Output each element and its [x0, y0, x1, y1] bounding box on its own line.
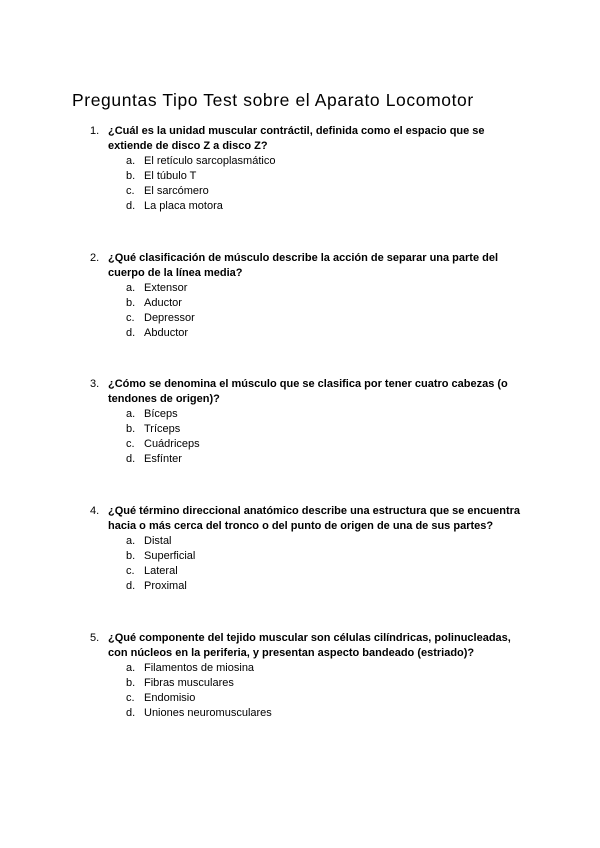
question-number: 3. [90, 378, 100, 390]
answer-option [126, 296, 520, 311]
answer-option [126, 184, 520, 199]
option-text: Cuádriceps [144, 438, 200, 450]
answer-option [126, 452, 520, 467]
question-text: ¿Qué componente del tejido muscular son células cilíndricas, polinucleadas, con núcleos en la periferia, y presentan aspecto bandeado (estriado)? [108, 632, 511, 659]
question-row [90, 377, 520, 407]
option-letter: c. [126, 565, 135, 577]
option-text: Bíceps [144, 408, 178, 420]
question-2 [90, 251, 520, 341]
answer-option [126, 676, 520, 691]
option-text: El retículo sarcoplasmático [144, 155, 276, 167]
question-3 [90, 377, 520, 467]
option-letter: b. [126, 170, 136, 182]
option-text: La placa motora [144, 200, 223, 212]
answer-option [126, 199, 520, 214]
answer-option [126, 281, 520, 296]
answer-options [126, 661, 520, 721]
option-text: Superficial [144, 550, 196, 562]
option-letter: a. [126, 662, 136, 674]
answer-options [126, 281, 520, 341]
option-text: Fibras musculares [144, 677, 234, 689]
option-text: Tríceps [144, 423, 181, 435]
option-text: Distal [144, 535, 172, 547]
option-text: Extensor [144, 282, 188, 294]
option-text: Filamentos de miosina [144, 662, 255, 674]
option-letter: c. [126, 692, 135, 704]
option-letter: d. [126, 200, 136, 212]
option-letter: c. [126, 185, 135, 197]
answer-options [126, 407, 520, 467]
answer-option [126, 422, 520, 437]
answer-option [126, 691, 520, 706]
answer-option [126, 534, 520, 549]
answer-option [126, 407, 520, 422]
question-row [90, 124, 520, 154]
option-letter: a. [126, 155, 136, 167]
question-number: 2. [90, 252, 100, 264]
answer-option [126, 169, 520, 184]
question-number: 1. [90, 125, 100, 137]
option-letter: d. [126, 327, 136, 339]
option-text: Depressor [144, 312, 195, 324]
option-text: Abductor [144, 327, 189, 339]
page-title: Preguntas Tipo Test sobre el Aparato Locomotor [72, 90, 474, 110]
answer-option [126, 549, 520, 564]
option-text: Aductor [144, 297, 182, 309]
option-letter: d. [126, 580, 136, 592]
answer-option [126, 311, 520, 326]
answer-option [126, 564, 520, 579]
answer-option [126, 154, 520, 169]
question-number: 4. [90, 505, 100, 517]
option-letter: a. [126, 535, 136, 547]
question-text: ¿Cómo se denomina el músculo que se clasifica por tener cuatro cabezas (o tendones de origen)? [108, 378, 508, 405]
option-letter: c. [126, 312, 135, 324]
question-text: ¿Qué término direccional anatómico describe una estructura que se encuentra hacia o más cerca del tronco o del punto de origen de una de sus partes? [108, 505, 521, 532]
option-letter: d. [126, 453, 136, 465]
question-1 [90, 124, 520, 214]
answer-option [126, 579, 520, 594]
option-letter: b. [126, 423, 136, 435]
option-text: Uniones neuromusculares [144, 707, 272, 719]
question-row [90, 631, 520, 661]
option-letter: b. [126, 297, 136, 309]
option-text: Esfínter [144, 453, 182, 465]
option-letter: a. [126, 408, 136, 420]
question-5 [90, 631, 520, 721]
answer-option [126, 706, 520, 721]
question-row [90, 504, 520, 534]
option-letter: d. [126, 707, 136, 719]
option-letter: b. [126, 677, 136, 689]
option-text: El túbulo T [144, 170, 197, 182]
question-text: ¿Qué clasificación de músculo describe la acción de separar una parte del cuerpo de la línea media? [108, 252, 499, 279]
option-text: El sarcómero [144, 185, 209, 197]
option-letter: b. [126, 550, 136, 562]
answer-options [126, 154, 520, 214]
question-number: 5. [90, 632, 100, 644]
answer-options [126, 534, 520, 594]
option-text: Proximal [144, 580, 187, 592]
answer-option [126, 437, 520, 452]
option-letter: c. [126, 438, 135, 450]
option-letter: a. [126, 282, 136, 294]
answer-option [126, 661, 520, 676]
option-text: Endomisio [144, 692, 196, 704]
question-row [90, 251, 520, 281]
question-text: ¿Cuál es la unidad muscular contráctil, definida como el espacio que se extiende de disco Z a disco Z? [108, 125, 485, 152]
question-4 [90, 504, 520, 594]
option-text: Lateral [144, 565, 178, 577]
answer-option [126, 326, 520, 341]
